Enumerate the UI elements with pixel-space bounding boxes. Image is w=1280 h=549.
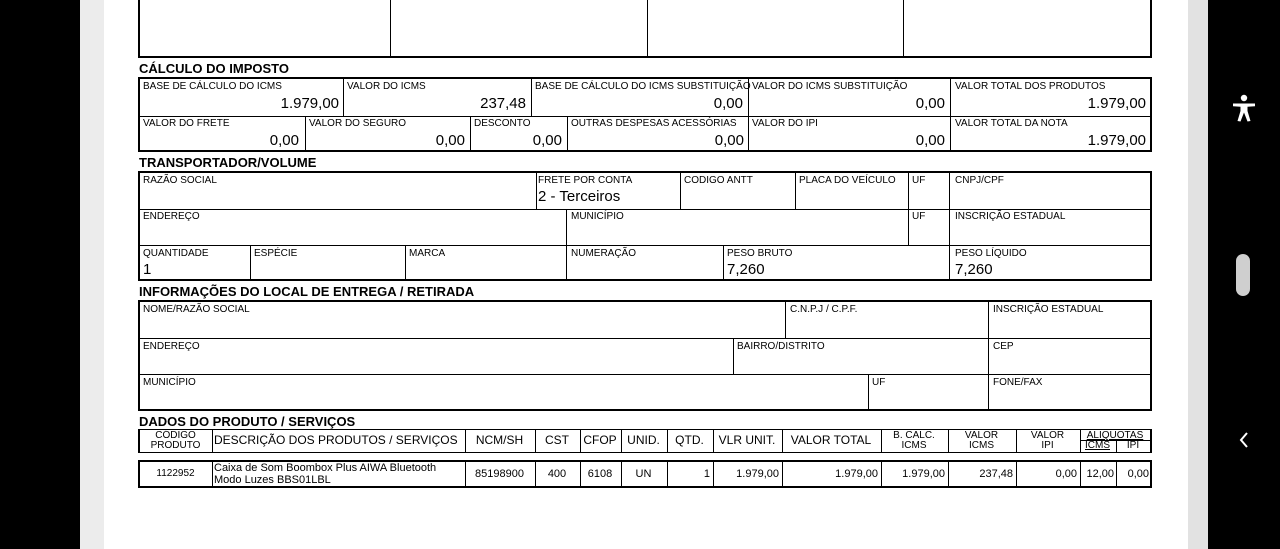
razao-social-label: RAZÃO SOCIAL xyxy=(143,175,217,186)
row-descricao-1: Caixa de Som Boombox Plus AIWA Bluetooth xyxy=(214,462,437,474)
valor-st-label: VALOR DO ICMS SUBSTITUIÇÃO xyxy=(752,81,908,92)
entrega-nome-label: NOME/RAZÃO SOCIAL xyxy=(143,304,250,315)
frete-label: VALOR DO FRETE xyxy=(143,118,230,129)
entrega-table xyxy=(138,300,1152,411)
uf2-label: UF xyxy=(912,211,926,222)
row-ncm: 85198900 xyxy=(475,468,524,480)
section-title-transportador: TRANSPORTADOR/VOLUME xyxy=(139,155,317,170)
th-vipi-2: IPI xyxy=(1041,440,1054,451)
peso-liquido-value: 7,260 xyxy=(955,261,993,278)
scroll-handle[interactable] xyxy=(1236,254,1250,296)
entrega-fone-label: FONE/FAX xyxy=(993,377,1043,388)
row-valor-total: 1.979,00 xyxy=(835,468,878,480)
th-aliquotas: ALIQUOTAS xyxy=(1086,430,1144,441)
th-vicms-1: VALOR xyxy=(964,430,999,441)
row-aliq-ipi: 0,00 xyxy=(1127,468,1149,480)
th-qtd: QTD. xyxy=(675,433,704,447)
entrega-bairro-label: BAIRRO/DISTRITO xyxy=(737,341,825,352)
th-aliq-ipi: IPI xyxy=(1126,440,1140,451)
entrega-cnpj-label: C.N.P.J / C.P.F. xyxy=(790,304,858,315)
row-bcalc: 1.979,00 xyxy=(902,468,945,480)
total-nota-value: 1.979,00 xyxy=(1087,132,1146,149)
th-vicms-2: ICMS xyxy=(969,440,994,451)
th-cst: CST xyxy=(545,433,569,447)
valor-icms-value: 237,48 xyxy=(480,95,526,112)
valor-st-value: 0,00 xyxy=(915,95,945,112)
frete-conta-value: 2 - Terceiros xyxy=(538,188,621,205)
total-nota-label: VALOR TOTAL DA NOTA xyxy=(955,118,1068,129)
uf-label: UF xyxy=(912,175,926,186)
th-descricao: DESCRIÇÃO DOS PRODUTOS / SERVIÇOS xyxy=(214,433,458,447)
row-unid: UN xyxy=(635,468,652,480)
entrega-endereco-label: ENDEREÇO xyxy=(143,341,200,352)
especie-label: ESPÉCIE xyxy=(254,248,298,259)
peso-bruto-label: PESO BRUTO xyxy=(727,248,793,259)
outras-value: 0,00 xyxy=(714,132,744,149)
th-vipi-1: VALOR xyxy=(1030,430,1065,441)
frete-value: 0,00 xyxy=(269,132,299,149)
seguro-value: 0,00 xyxy=(435,132,465,149)
base-icms-value: 1.979,00 xyxy=(280,95,339,112)
th-bcalc-2: ICMS xyxy=(901,440,927,451)
scroll-track xyxy=(1188,0,1208,549)
section-title-calculo: CÁLCULO DO IMPOSTO xyxy=(139,61,289,76)
th-valor-total: VALOR TOTAL xyxy=(790,433,872,447)
total-produtos-value: 1.979,00 xyxy=(1087,95,1146,112)
th-bcalc-1: B. CALC. xyxy=(893,430,935,441)
base-st-label: BASE DE CÁLCULO DO ICMS SUBSTITUIÇÃO xyxy=(535,81,751,92)
cnpj-label: CNPJ/CPF xyxy=(955,175,1004,186)
th-ncm: NCM/SH xyxy=(475,433,524,447)
desconto-value: 0,00 xyxy=(532,132,562,149)
section-title-entrega: INFORMAÇÕES DO LOCAL DE ENTREGA / RETIRADA xyxy=(139,284,475,299)
th-cfop: CFOP xyxy=(583,433,617,447)
row-vipi: 0,00 xyxy=(1055,468,1077,480)
row-descricao-2: Modo Luzes BBS01LBL xyxy=(214,474,331,486)
antt-label: CODIGO ANTT xyxy=(684,175,753,186)
entrega-ie-label: INSCRIÇÃO ESTADUAL xyxy=(993,304,1104,315)
peso-bruto-value: 7,260 xyxy=(727,261,765,278)
quantidade-label: QUANTIDADE xyxy=(143,248,209,259)
marca-label: MARCA xyxy=(409,248,446,259)
row-vlr-unit: 1.979,00 xyxy=(736,468,779,480)
peso-liquido-label: PESO LÍQUIDO xyxy=(955,248,1027,259)
entrega-cep-label: CEP xyxy=(993,341,1014,352)
th-codigo-1: CÓDIGO xyxy=(155,430,196,441)
base-icms-label: BASE DE CÁLCULO DO ICMS xyxy=(143,81,282,92)
row-aliq-icms: 12,00 xyxy=(1086,468,1114,480)
row-codigo: 1122952 xyxy=(156,468,195,479)
entrega-uf-label: UF xyxy=(872,377,886,388)
row-cst: 400 xyxy=(547,468,567,480)
th-codigo-2: PRODUTO xyxy=(150,440,201,451)
row-vicms: 237,48 xyxy=(979,468,1013,480)
th-vlr-unit: VLR UNIT. xyxy=(718,433,776,447)
base-st-value: 0,00 xyxy=(713,95,743,112)
desconto-label: DESCONTO xyxy=(474,118,531,129)
transportador-table xyxy=(138,171,1152,281)
accessibility-icon[interactable] xyxy=(1228,92,1260,124)
numeracao-label: NUMERAÇÃO xyxy=(571,248,637,259)
ipi-label: VALOR DO IPI xyxy=(752,118,818,129)
chevron-left-icon[interactable] xyxy=(1232,428,1256,452)
row-qtd: 1 xyxy=(703,468,710,480)
placa-label: PLACA DO VEÍCULO xyxy=(799,175,896,186)
seguro-label: VALOR DO SEGURO xyxy=(309,118,407,129)
endereco-label: ENDEREÇO xyxy=(143,211,200,222)
ipi-value: 0,00 xyxy=(915,132,945,149)
row-cfop: 6108 xyxy=(587,468,613,480)
section-title-produtos: DADOS DO PRODUTO / SERVIÇOS xyxy=(139,414,356,429)
th-aliq-icms: ICMS xyxy=(1085,440,1110,451)
outras-label: OUTRAS DESPESAS ACESSÓRIAS xyxy=(571,118,737,129)
frete-conta-label: FRETE POR CONTA xyxy=(538,175,633,186)
top-partial-table xyxy=(138,0,1152,58)
total-produtos-label: VALOR TOTAL DOS PRODUTOS xyxy=(955,81,1106,92)
entrega-municipio-label: MUNICÍPIO xyxy=(143,377,196,388)
th-unid: UNID. xyxy=(627,433,660,447)
valor-icms-label: VALOR DO ICMS xyxy=(347,81,426,92)
left-gutter xyxy=(0,0,80,549)
municipio-label: MUNICÍPIO xyxy=(571,211,624,222)
ie-label: INSCRIÇÃO ESTADUAL xyxy=(955,211,1066,222)
quantidade-value: 1 xyxy=(143,261,152,278)
